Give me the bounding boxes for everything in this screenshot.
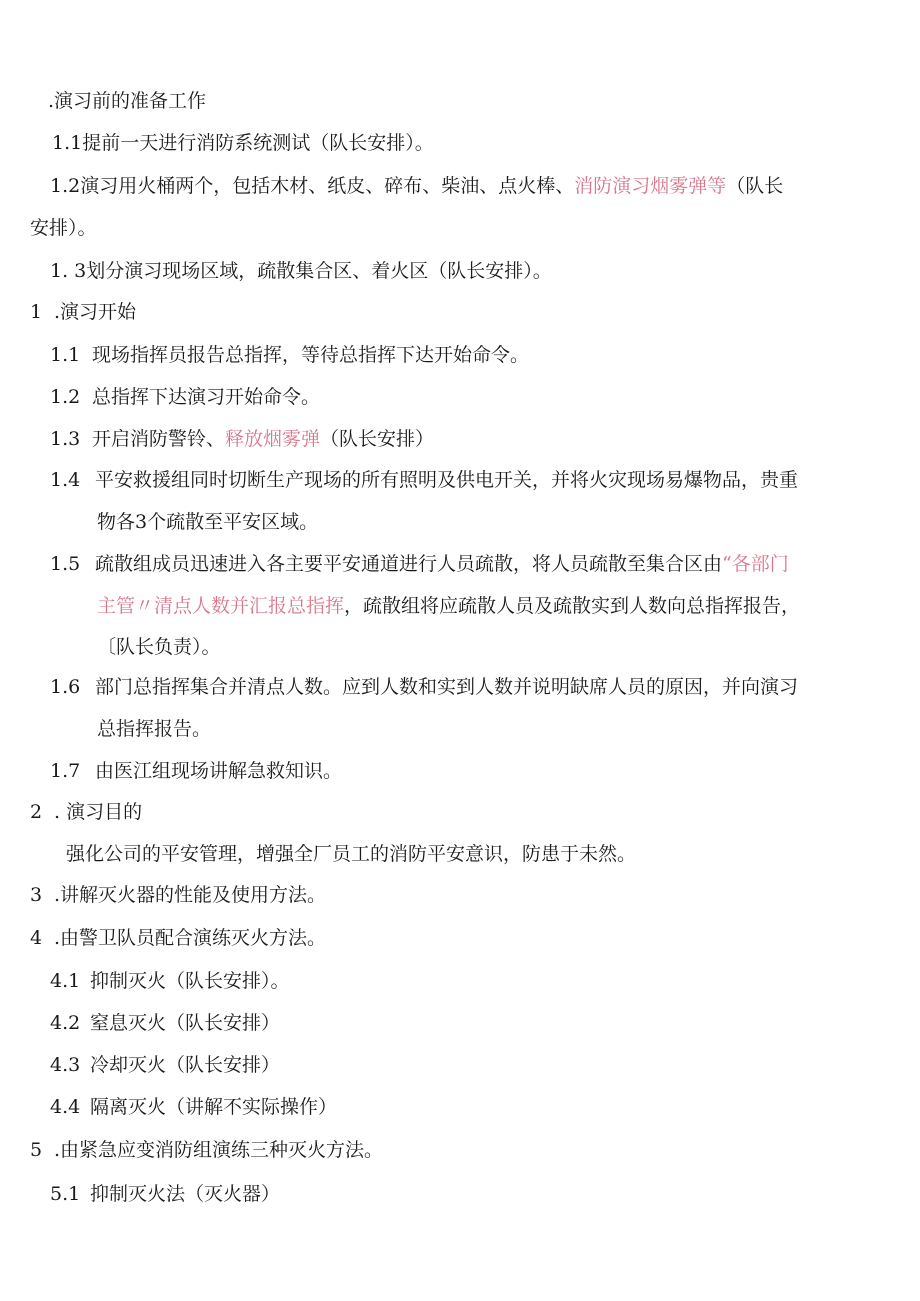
item-text: 总指挥下达演习开始命令。 bbox=[92, 386, 321, 408]
item-1-1 bbox=[52, 130, 434, 156]
section-heading-preparation bbox=[48, 88, 206, 114]
item-s5-1 bbox=[50, 1181, 280, 1207]
section-number: 2 bbox=[30, 801, 43, 823]
item-1-2-continued bbox=[30, 215, 97, 241]
item-s1-1 bbox=[50, 342, 529, 368]
highlighted-text: 主管〃清点人数并汇报总指挥 bbox=[97, 595, 345, 617]
section-number: 4 bbox=[30, 927, 43, 949]
heading-text: . 演习目的 bbox=[54, 801, 143, 823]
item-text: 开启消防警铃、 bbox=[92, 428, 226, 450]
item-text: 部门总指挥集合并清点人数。应到人数和实到人数并说明缺席人员的原因，并向演习 bbox=[95, 676, 799, 698]
item-text: 抑制灭火法（灭火器） bbox=[90, 1183, 281, 1205]
item-text: 总指挥报告。 bbox=[97, 718, 212, 740]
item-text: 安排）。 bbox=[30, 217, 97, 239]
section-number: 1 bbox=[30, 301, 43, 323]
item-text: 冷却灭火（队长安排） bbox=[90, 1054, 281, 1076]
item-text: 〔队长负责）。 bbox=[97, 636, 221, 658]
heading-text: .演习前的准备工作 bbox=[48, 90, 207, 112]
heading-text: .讲解灭火器的性能及使用方法。 bbox=[54, 884, 327, 906]
item-s4-1 bbox=[50, 968, 290, 994]
section-number: 3 bbox=[30, 884, 43, 906]
item-s1-5 bbox=[50, 551, 789, 577]
section-heading-start bbox=[30, 299, 136, 325]
item-s1-6 bbox=[50, 674, 798, 700]
item-text: （队长 bbox=[726, 175, 784, 197]
item-s1-3 bbox=[50, 426, 434, 452]
item-text: ，疏散组将应疏散人员及疏散实到人数向总指挥报告， bbox=[344, 595, 801, 617]
section-heading-purpose bbox=[30, 799, 142, 825]
section-heading-guard-drill bbox=[30, 925, 326, 951]
purpose-body bbox=[66, 841, 636, 867]
heading-text: .由紧急应变消防组演练三种灭火方法。 bbox=[54, 1139, 384, 1161]
highlighted-text: “各部门 bbox=[722, 553, 789, 575]
item-number: 4.2 bbox=[50, 1012, 81, 1034]
item-s1-4 bbox=[50, 467, 798, 493]
item-number: 1.2 bbox=[50, 386, 81, 408]
item-s1-7 bbox=[50, 758, 342, 784]
item-number: 4.1 bbox=[50, 970, 81, 992]
section-heading-extinguisher bbox=[30, 882, 326, 908]
item-text: 由医江组现场讲解急救知识。 bbox=[95, 760, 343, 782]
item-text: 疏散组成员迅速进入各主要平安通道进行人员疏散，将人员疏散至集合区由 bbox=[95, 553, 723, 575]
heading-text: .由警卫队员配合演练灭火方法。 bbox=[54, 927, 327, 949]
item-number: 5.1 bbox=[50, 1183, 81, 1205]
item-s1-5-continued bbox=[97, 593, 800, 619]
item-text: 现场指挥员报告总指挥，等待总指挥下达开始命令。 bbox=[92, 344, 530, 366]
item-text: 1.2演习用火桶两个，包括木材、纸皮、碎布、柴油、点火棒、 bbox=[50, 175, 575, 197]
item-text: 物各3个疏散至平安区域。 bbox=[97, 511, 319, 533]
item-s4-4 bbox=[50, 1094, 337, 1120]
item-number: 1.3 bbox=[50, 428, 81, 450]
item-s1-2 bbox=[50, 384, 320, 410]
item-number: 1.4 bbox=[50, 469, 81, 491]
section-heading-emergency-drill bbox=[30, 1137, 383, 1163]
heading-text: .演习开始 bbox=[54, 301, 137, 323]
item-1-2 bbox=[50, 173, 783, 199]
highlighted-text: 释放烟雾弹 bbox=[225, 428, 321, 450]
item-number: 1.6 bbox=[50, 676, 81, 698]
item-1-3 bbox=[50, 258, 552, 284]
item-s4-3 bbox=[50, 1052, 280, 1078]
item-number: 4.3 bbox=[50, 1054, 81, 1076]
item-s1-5-continued-2 bbox=[97, 634, 221, 660]
section-number: 5 bbox=[30, 1139, 43, 1161]
item-text: （队长安排） bbox=[320, 428, 435, 450]
item-s1-6-continued bbox=[97, 716, 211, 742]
item-s1-4-continued bbox=[97, 509, 318, 535]
item-text: 1. 3划分演习现场区域，疏散集合区、着火区（队长安排）。 bbox=[50, 260, 552, 282]
item-s4-2 bbox=[50, 1010, 280, 1036]
item-number: 1.1 bbox=[50, 344, 81, 366]
item-text: 窒息灭火（队长安排） bbox=[90, 1012, 281, 1034]
item-text: 1.1提前一天进行消防系统测试（队长安排）。 bbox=[52, 132, 434, 154]
item-text: 平安救援组同时切断生产现场的所有照明及供电开关，并将火灾现场易爆物品，贵重 bbox=[95, 469, 799, 491]
highlighted-text: 消防演习烟雾弹等 bbox=[574, 175, 727, 197]
body-text: 强化公司的平安管理，增强全厂员工的消防平安意识，防患于未然。 bbox=[66, 843, 637, 865]
item-number: 4.4 bbox=[50, 1096, 81, 1118]
item-number: 1.7 bbox=[50, 760, 81, 782]
item-text: 隔离灭火（讲解不实际操作） bbox=[90, 1096, 338, 1118]
item-number: 1.5 bbox=[50, 553, 81, 575]
item-text: 抑制灭火（队长安排）。 bbox=[90, 970, 290, 992]
